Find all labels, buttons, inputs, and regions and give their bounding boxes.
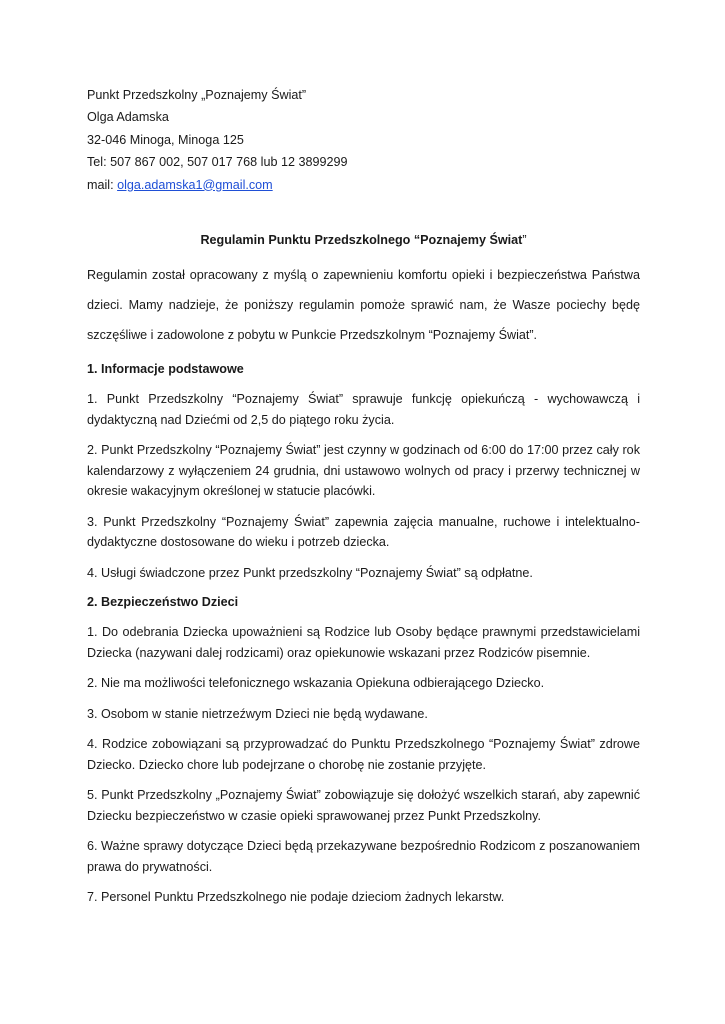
- section-heading-child-safety: 2. Bezpieczeństwo Dzieci: [87, 595, 239, 610]
- org-name: Punkt Przedszkolny „Poznajemy Świat”: [87, 88, 307, 102]
- intro-paragraph: Regulamin został opracowany z myślą o zapewnieniu komfortu opieki i bezpieczeństwa Państwa dzieci. Mamy nadzieje, że poniższy regulamin pomoże sprawić nam, że Wasze pociechy będę szczęśliwe i zadowolone z pobytu w Punkcie Przedszkolnym “Poznajemy Świat”.: [87, 268, 640, 343]
- paragraph-2-2: 2. Nie ma możliwości telefonicznego wskazania Opiekuna odbierającego Dziecko.: [87, 676, 545, 691]
- email-line: [87, 174, 640, 196]
- document-title-quote: ”: [522, 233, 527, 248]
- paragraph-1-2: 2. Punkt Przedszkolny “Poznajemy Świat” jest czynny w godzinach od 6:00 do 17:00 przez cały rok kalendarzowy z wyłączeniem 24 grudnia, dni ustawowo wolnych od pracy i przerwy technicznej w okresie wakacyjnym określonej w statucie placówki.: [87, 443, 640, 499]
- paragraph-2-6: 6. Ważne sprawy dotyczące Dzieci będą przekazywane bezpośrednio Rodzicom z poszanowaniem prawa do prywatności.: [87, 839, 640, 874]
- paragraph-1-4: 4. Usługi świadczone przez Punkt przedszkolny “Poznajemy Świat” są odpłatne.: [87, 565, 533, 580]
- email-label: mail:: [87, 177, 118, 192]
- paragraph-2-5: 5. Punkt Przedszkolny „Poznajemy Świat” zobowiązuje się dołożyć wszelkich starań, aby zapewnić Dziecku bezpieczeństwo w czasie opieki sprawowanej przez Punkt Przedszkolny.: [87, 788, 640, 823]
- phone-numbers: Tel: 507 867 002, 507 017 768 lub 12 3899299: [87, 155, 348, 170]
- paragraph-1-1: 1. Punkt Przedszkolny “Poznajemy Świat” sprawuje funkcję opiekuńczą - wychowawczą i dydaktyczną nad Dziećmi od 2,5 do piątego roku życia.: [87, 392, 640, 427]
- paragraph-2-7: 7. Personel Punktu Przedszkolnego nie podaje dzieciom żadnych lekarstw.: [87, 890, 505, 905]
- document-title-text: Regulamin Punktu Przedszkolnego “Poznajemy Świat: [200, 233, 523, 248]
- letterhead: [87, 84, 640, 196]
- paragraph-2-4: 4. Rodzice zobowiązani są przyprowadzać do Punktu Przedszkolnego “Poznajemy Świat” zdrowe Dziecko. Dziecko chore lub podejrzane o chorobę nie zostanie przyjęte.: [87, 737, 640, 772]
- paragraph-1-3: 3. Punkt Przedszkolny “Poznajemy Świat” zapewnia zajęcia manualne, ruchowe i intelektualno-dydaktyczne dostosowane do wieku i potrzeb dziecka.: [87, 514, 640, 550]
- address: 32-046 Minoga, Minoga 125: [87, 132, 244, 147]
- document-title: [87, 230, 640, 250]
- paragraph-2-1: 1. Do odebrania Dziecka upoważnieni są Rodzice lub Osoby będące prawnymi przedstawicielami Dziecka (nazywani dalej rodzicami) oraz opiekunowie wskazani przez Rodziców pisemnie.: [87, 625, 640, 660]
- email-link[interactable]: olga.adamska1@gmail.com: [117, 177, 273, 192]
- paragraph-2-3: 3. Osobom w stanie nietrzeźwym Dzieci nie będą wydawane.: [87, 706, 428, 721]
- document-content: [87, 84, 640, 908]
- section-heading-basic-info: 1. Informacje podstawowe: [87, 362, 244, 377]
- contact-person: Olga Adamska: [87, 110, 169, 125]
